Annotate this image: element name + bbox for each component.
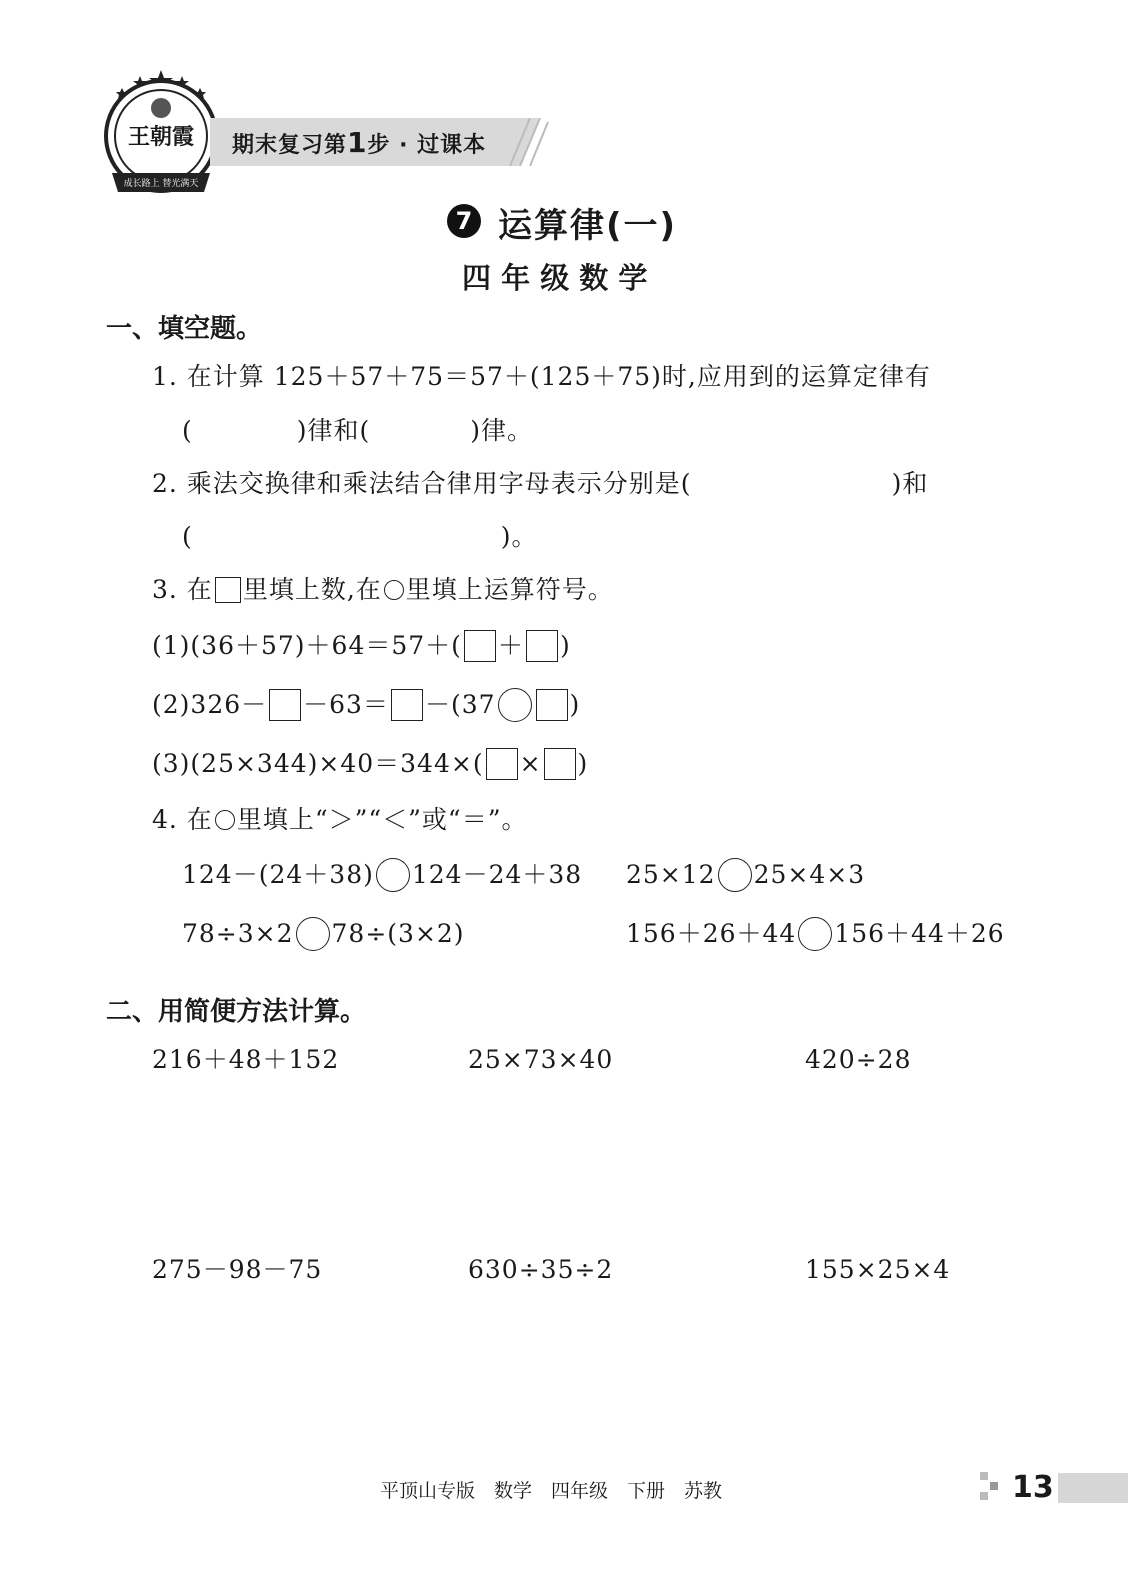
banner-prefix: 期末复习第: [232, 133, 348, 158]
question-2-line-2: ( )。: [182, 522, 538, 551]
calc-item: 275－98－75: [152, 1255, 323, 1284]
logo-motto: 成长路上 替光满天: [123, 179, 199, 189]
calc-item: 155×25×4: [805, 1255, 951, 1284]
answer-circle[interactable]: [718, 858, 752, 892]
calc-item: 25×73×40: [468, 1045, 614, 1074]
banner-suffix: 步 · 过课本: [367, 133, 487, 158]
question-3-2: (2)326－ －63＝ －(37 ): [152, 685, 580, 725]
answer-box[interactable]: [544, 748, 576, 780]
answer-circle[interactable]: [798, 917, 832, 951]
compare-item: 78÷3×2 78÷(3×2): [182, 914, 465, 954]
answer-circle[interactable]: [376, 858, 410, 892]
question-3-1: (1)(36＋57)＋64＝57＋( ＋ ): [152, 631, 571, 660]
page-subtitle: 四 年 级 数 学: [462, 261, 648, 295]
question-4-intro: 4. 在 里填上“＞”“＜”或“＝”。: [152, 805, 528, 834]
answer-box[interactable]: [526, 630, 558, 662]
banner-step-number: 1: [347, 126, 368, 159]
compare-item: 124－(24＋38) 124－24＋38: [182, 855, 582, 895]
answer-box[interactable]: [486, 748, 518, 780]
blank-circle-icon: [384, 580, 404, 600]
page-number: 13: [1012, 1470, 1054, 1505]
answer-circle[interactable]: [296, 917, 330, 951]
answer-box[interactable]: [269, 689, 301, 721]
lesson-number: 7: [455, 207, 473, 235]
question-1-line-2: ( )律和( )律。: [182, 416, 534, 445]
calc-item: 216＋48＋152: [152, 1045, 340, 1074]
header-banner: [210, 118, 550, 166]
compare-item: 25×12 25×4×3: [626, 855, 865, 895]
page-title: 运算律(一): [498, 206, 678, 246]
question-1-line-1: 1. 在计算 125＋57＋75＝57＋(125＋75)时,应用到的运算定律有: [152, 362, 931, 391]
footer-bar: [1058, 1473, 1128, 1503]
compare-item: 156＋26＋44 156＋44＋26: [626, 914, 1005, 954]
brand-logo: [100, 68, 222, 200]
answer-box[interactable]: [536, 689, 568, 721]
question-3-3: (3)(25×344)×40＝344×( × ): [152, 749, 589, 778]
question-2-line-1: 2. 乘法交换律和乘法结合律用字母表示分别是( )和: [152, 469, 929, 498]
answer-box[interactable]: [464, 630, 496, 662]
footer-edition: 平顶山专版 数学 四年级 下册 苏教: [380, 1480, 723, 1502]
blank-circle-icon: [215, 810, 235, 830]
calc-item: 630÷35÷2: [468, 1255, 614, 1284]
blank-box-icon: [215, 577, 241, 603]
section-heading-fill-in: 一、填空题。: [106, 314, 263, 344]
question-3-intro: 3. 在 里填上数,在 里填上运算符号。: [152, 575, 614, 604]
footer-decoration: [980, 1472, 1006, 1504]
logo-name: 王朝霞: [127, 124, 194, 150]
calc-item: 420÷28: [805, 1045, 912, 1074]
section-heading-calculation: 二、用简便方法计算。: [106, 997, 367, 1027]
lesson-number-badge: [447, 204, 481, 238]
answer-box[interactable]: [391, 689, 423, 721]
answer-circle[interactable]: [498, 688, 532, 722]
